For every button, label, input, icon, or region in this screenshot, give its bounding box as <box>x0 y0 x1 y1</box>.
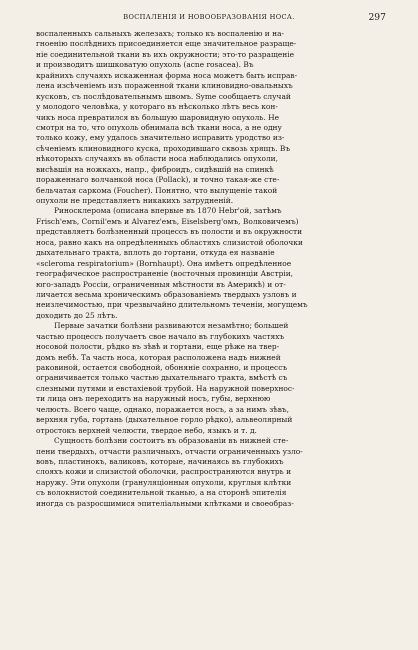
text-line: крайнихъ случаяхъ искаженная форма носа можетъ быть исправ- <box>36 70 298 80</box>
text-line: частью процессъ получаетъ свое начало въ глубокихъ частяхъ <box>36 331 285 341</box>
text-line: кусковъ, съ послѣдовательнымъ швомъ. Syme сообщаетъ случай <box>36 91 291 101</box>
text-line: отростокъ верхней челюсти, твердое небо, языкъ и т. д. <box>36 425 257 435</box>
page-number: 297 <box>368 12 386 23</box>
running-header <box>0 13 418 27</box>
text-line: раковиной, остается свободной, обоняніе сохранно, и процессъ <box>36 363 288 372</box>
text-line: бельчатая саркома (Foucher). Понятно, что вылущеніе такой <box>36 185 278 195</box>
text-line: домъ небѣ. Та часть носа, которая расположена надъ нижней <box>36 352 281 362</box>
text-line: только кожу, ему удалось значительно исправить уродство из- <box>36 133 285 143</box>
text-line: дыхательнаго тракта, вплоть до гортани, откуда ея названіе <box>36 248 275 258</box>
text-line: висѣвшія на ножкахъ, напр., фиброидъ, сидѣвшій на спинкѣ <box>36 164 274 174</box>
text-line: челюсть. Всего чаще, однако, поражается носъ, а за нимъ зѣвъ, <box>36 404 290 414</box>
text-line: иногда съ разросшимися эпителіальными клѣтками и своеобраз- <box>36 498 294 508</box>
body-text <box>36 29 386 509</box>
text-line: и производитъ шишковатую опухоль (acne rosacea). Въ <box>36 60 254 70</box>
text-line: ніе соединительной ткани въ ихъ окружности; это-то разращеніе <box>36 49 295 59</box>
text-line: доходить до 25 лѣтъ. <box>36 310 118 320</box>
text-line: сѣченіемъ клиновидного куска, проходившаго сквозь хрящъ. Въ <box>36 143 291 153</box>
text-line: географическое распространеніе (восточныя провинціи Австріи, <box>36 269 294 279</box>
text-line: Сущность болѣзни состоитъ въ образованіи въ нижней сте- <box>54 436 289 446</box>
text-line: пораженнаго волчанкой носа (Pollack), и точно такая-же сте- <box>36 175 280 185</box>
text-line: слезными путями и евстахіевой трубой. На наружной поверхнос- <box>36 383 295 393</box>
text-line: слояхъ кожи и слизистой оболочки, распространяются внутрь и <box>36 467 292 477</box>
text-line: представляетъ болѣзненный процессъ въ полости и въ окружности <box>36 227 303 237</box>
text-line: ограничивается только частью дыхательнаго тракта, вмѣстѣ съ <box>36 373 288 383</box>
text-line: наружу. Эти опухоли (грануляціонныя опухоли, круглыя клѣтки <box>36 477 292 487</box>
text-line: Frisch'емъ, Cornil'емъ и Alvarez'емъ, Eiselsberg'омъ, Волковичемъ) <box>36 216 299 226</box>
running-head-title: ВОСПАЛЕНІЯ И НОВООБРАЗОВАНІЯ НОСА. <box>123 13 295 21</box>
text-line: лена изсѣченіемъ изъ пораженной ткани клиновидно-овальныхъ <box>36 81 293 91</box>
text-line: чикъ носа превратился въ большую шаровидную опухоль. Не <box>36 112 280 122</box>
text-line: опухоли не представляетъ никакихъ затрудненій. <box>36 196 234 205</box>
text-line: нѣкоторыхъ случаяхъ въ области носа наблюдались опухоли, <box>36 154 279 164</box>
text-line: Риносклерома (описана впервые въ 1870 Hebr'ой, затѣмъ <box>54 206 282 216</box>
text-line: носовой полости, рѣдко въ зѣвѣ и гортани, еще рѣже на твер- <box>36 342 280 352</box>
text-line: съ волокнистой соединительной тканью, а на сторонѣ эпителія <box>36 488 287 498</box>
text-line: гноенію послѣднихъ присоединяется еще значительное разраще- <box>36 39 297 49</box>
text-line: вовъ, пластинокъ, валиковъ, которые, начинаясь въ глубокихъ <box>36 456 284 466</box>
text-line: ти лица онъ переходитъ на наружный носъ, губы, верхнюю <box>36 394 271 404</box>
text-line: воспаленныхъ сальныхъ железахъ; только къ воспаленію и на- <box>36 29 285 38</box>
text-line: носа, равно какъ на опредѣленныхъ областяхъ слизистой оболочки <box>36 237 303 247</box>
text-line: у молодого человѣка, у котораго въ нѣсколько лѣтъ весь кон- <box>36 102 278 112</box>
text-line: верхняя губа, гортань (дыхательное горло рѣдко), альвеолярный <box>36 415 293 425</box>
text-line: смотря на то, что опухоль обнимала всѣ ткани носа, а не одну <box>36 122 282 132</box>
text-line: пени твердыхъ, отчасти различныхъ, отчасти ограниченныхъ узло- <box>36 446 303 456</box>
text-line: личается весьма хроническимъ образованіемъ твердыхъ узловъ и <box>36 289 297 299</box>
text-line: юго-западъ Россіи, ограниченныя мѣстности въ Америкѣ) и от- <box>36 279 286 289</box>
text-line: «scleroma respiratorium» (Bornhaupt). Она имѣетъ опредѣленное <box>36 258 292 268</box>
text-line: Первые зачатки болѣзни развиваются незамѣтно; большей <box>54 321 289 331</box>
text-line: неизлечимостью, при чрезвычайно длительномъ теченіи, могущемъ <box>36 300 308 310</box>
